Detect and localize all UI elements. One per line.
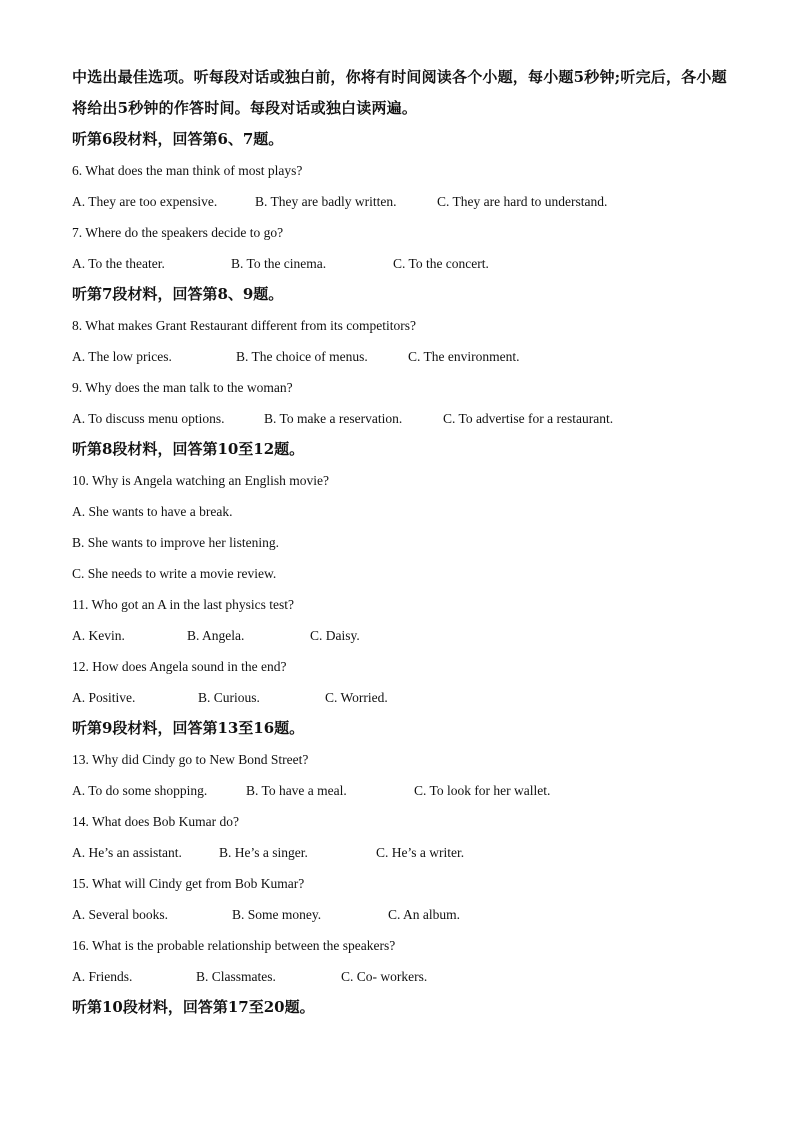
option-16a: A. Friends. (72, 969, 133, 984)
options-13 (72, 775, 732, 806)
option-8b: B. The choice of menus. (236, 349, 368, 364)
exam-page (72, 62, 732, 1023)
option-14b: B. He’s a singer. (219, 845, 308, 860)
option-15b: B. Some money. (232, 907, 322, 922)
option-11a: A. Kevin. (72, 628, 125, 643)
option-8c: C. The environment. (408, 349, 520, 364)
options-8 (72, 341, 732, 372)
section-heading-10: 听第10段材料，回答第17至20题。 (72, 998, 315, 1016)
option-9a: A. To discuss menu options. (72, 411, 225, 426)
options-9 (72, 403, 732, 434)
option-14a: A. He’s an assistant. (72, 845, 182, 860)
option-9c: C. To advertise for a restaurant. (443, 411, 614, 426)
section-heading-9: 听第9段材料，回答第13至16题。 (72, 719, 305, 737)
options-12 (72, 682, 732, 713)
question-13: 13. Why did Cindy go to New Bond Street? (72, 752, 309, 767)
question-9: 9. Why does the man talk to the woman? (72, 380, 293, 395)
options-16 (72, 961, 732, 992)
option-12a: A. Positive. (72, 690, 136, 705)
question-12: 12. How does Angela sound in the end? (72, 659, 287, 674)
option-7a: A. To the theater. (72, 256, 165, 271)
option-16b: B. Classmates. (196, 969, 276, 984)
section-intro: 中选出最佳选项。听每段对话或独白前，你将有时间阅读各个小题，每小题5秒钟;听完后，各小题将给出5秒钟的作答时间。每段对话或独白读两遍。 (72, 68, 727, 117)
option-10c: C. She needs to write a movie review. (72, 566, 277, 581)
options-6 (72, 186, 732, 217)
option-13a: A. To do some shopping. (72, 783, 208, 798)
question-14: 14. What does Bob Kumar do? (72, 814, 239, 829)
option-13b: B. To have a meal. (246, 783, 347, 798)
options-15 (72, 899, 732, 930)
question-16: 16. What is the probable relationship between the speakers? (72, 938, 396, 953)
question-10: 10. Why is Angela watching an English movie? (72, 473, 329, 488)
option-10a: A. She wants to have a break. (72, 504, 233, 519)
options-11 (72, 620, 732, 651)
option-16c: C. Co- workers. (341, 969, 428, 984)
option-11c: C. Daisy. (310, 628, 360, 643)
question-11: 11. Who got an A in the last physics test? (72, 597, 294, 612)
question-7: 7. Where do the speakers decide to go? (72, 225, 284, 240)
option-6a: A. They are too expensive. (72, 194, 218, 209)
option-14c: C. He’s a writer. (376, 845, 465, 860)
option-6b: B. They are badly written. (255, 194, 397, 209)
option-11b: B. Angela. (187, 628, 245, 643)
section-heading-6: 听第6段材料，回答第6、7题。 (72, 130, 284, 148)
option-13c: C. To look for her wallet. (414, 783, 551, 798)
options-14 (72, 837, 732, 868)
option-12c: C. Worried. (325, 690, 388, 705)
options-7 (72, 248, 732, 279)
option-15a: A. Several books. (72, 907, 168, 922)
question-15: 15. What will Cindy get from Bob Kumar? (72, 876, 305, 891)
option-7b: B. To the cinema. (231, 256, 327, 271)
question-8: 8. What makes Grant Restaurant different from its competitors? (72, 318, 417, 333)
option-12b: B. Curious. (198, 690, 260, 705)
section-heading-7: 听第7段材料，回答第8、9题。 (72, 285, 284, 303)
option-7c: C. To the concert. (393, 256, 489, 271)
question-6: 6. What does the man think of most plays? (72, 163, 303, 178)
option-10b: B. She wants to improve her listening. (72, 535, 279, 550)
option-8a: A. The low prices. (72, 349, 172, 364)
option-15c: C. An album. (388, 907, 461, 922)
section-heading-8: 听第8段材料，回答第10至12题。 (72, 440, 305, 458)
option-9b: B. To make a reservation. (264, 411, 403, 426)
option-6c: C. They are hard to understand. (437, 194, 608, 209)
